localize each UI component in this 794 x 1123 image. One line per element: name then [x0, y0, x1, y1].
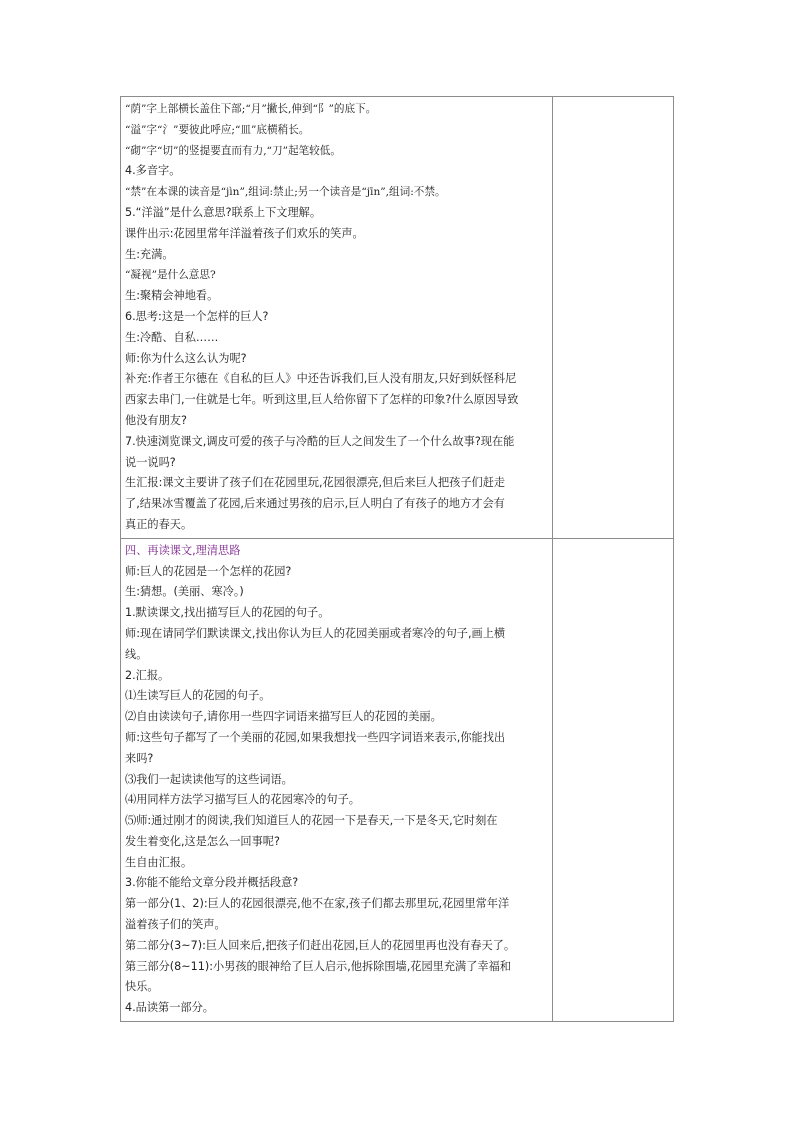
text-line: 生:冷酷、自私……	[125, 330, 219, 344]
text-line: “砌”字“切”的竖提要直而有力,“刀”起笔较低。	[125, 144, 341, 157]
text-line: 溢着孩子们的笑声。	[125, 918, 226, 932]
text-line: 师:巨人的花园是一个怎样的花园?	[125, 564, 292, 578]
table-row	[121, 97, 674, 539]
text-line: 线。	[125, 647, 148, 661]
text-line: 1.默读课文,找出描写巨人的花园的句子。	[125, 606, 330, 620]
text-line: “禁”在本课的读音是“jìn”,组词:禁止;另一个读音是“jīn”,组词:不禁。	[125, 186, 446, 199]
text-line: ⑴生读写巨人的花园的句子。	[125, 689, 271, 703]
lesson-plan-table	[120, 96, 674, 1022]
text-line: 2.汇报。	[125, 668, 170, 682]
text-line: 补充:作者王尔德在《自私的巨人》中还告诉我们,巨人没有朋友,只好到妖怪科尼	[125, 372, 517, 386]
text-line: 西家去串门,一住就是七年。听到这里,巨人给你留下了怎样的印象?什么原因导致	[125, 393, 519, 407]
text-line: 4.多音字。	[125, 164, 181, 178]
text-line: 生:聚精会神地看。	[125, 289, 219, 303]
text-line: 第三部分(8~11):小男孩的眼神给了巨人启示,他拆除围墙,花园里充满了幸福和	[125, 959, 511, 973]
text-line: 生汇报:课文主要讲了孩子们在花园里玩,花园很漂亮,但后来巨人把孩子们赶走	[125, 476, 506, 490]
text-line: 4.品读第一部分。	[125, 1001, 214, 1015]
text-line: ⑵自由读读句子,请你用一些四字词语来描写巨人的花园的美丽。	[125, 710, 442, 724]
text-line: 快乐。	[125, 980, 159, 994]
text-line: “溢”字“氵”要彼此呼应;“皿”底横稍长。	[125, 123, 310, 136]
lesson-content-cell	[121, 97, 553, 539]
text-line: 课件出示:花园里常年洋溢着孩子们欢乐的笑声。	[125, 226, 364, 240]
text-line: 说一说吗?	[125, 455, 176, 469]
lesson-content-cell	[121, 538, 553, 1021]
text-line: 真正的春天。	[125, 517, 193, 531]
text-line: 师:这些句子都写了一个美丽的花园,如果我想找一些四字词语来表示,你能找出	[125, 730, 506, 744]
notes-cell	[553, 538, 674, 1021]
text-line: 生:猜想。(美丽、寒冷。)	[125, 585, 244, 599]
section-heading: 四、再读课文,理清思路	[125, 543, 241, 557]
text-line: 了,结果冰雪覆盖了花园,后来通过男孩的启示,巨人明白了有孩子的地方才会有	[125, 497, 505, 511]
text-line: ⑷用同样方法学习描写巨人的花园寒冷的句子。	[125, 793, 360, 807]
text-line: 生:充满。	[125, 247, 174, 261]
text-line: 第一部分(1、2):巨人的花园很漂亮,他不在家,孩子们都去那里玩,花园里常年洋	[125, 897, 510, 911]
text-line: 师:现在请同学们默读课文,找出你认为巨人的花园美丽或者寒冷的句子,画上横	[125, 626, 506, 640]
text-line: 3.你能不能给文章分段并概括段意?	[125, 876, 299, 890]
text-line: 5.“洋溢”是什么意思?联系上下文理解。	[125, 205, 322, 219]
section-reread-text	[121, 539, 552, 1021]
text-line: 6.思考:这是一个怎样的巨人?	[125, 309, 269, 323]
notes-cell	[553, 97, 674, 539]
text-line: 他没有朋友?	[125, 413, 187, 427]
text-line: 7.快速浏览课文,调皮可爱的孩子与冷酷的巨人之间发生了一个什么故事?现在能	[125, 434, 515, 448]
text-line: ⑶我们一起读读他写的这些词语。	[125, 772, 293, 786]
section-vocabulary-and-reading	[121, 97, 552, 538]
table-row	[121, 538, 674, 1021]
text-line: 生自由汇报。	[125, 855, 193, 869]
text-line: 师:你为什么这么认为呢?	[125, 351, 247, 365]
text-line: ⑸师:通过刚才的阅读,我们知道巨人的花园一下是春天,一下是冬天,它时刻在	[125, 814, 498, 828]
text-line: 发生着变化,这是怎么一回事呢?	[125, 834, 280, 848]
text-line: 第二部分(3~7):巨人回来后,把孩子们赶出花园,巨人的花园里再也没有春天了。	[125, 938, 516, 952]
text-line: 来吗?	[125, 751, 154, 765]
text-line: “凝视”是什么意思?	[125, 269, 216, 282]
text-line: “荫”字上部横长盖住下部;“月”撇长,伸到“阝”的底下。	[125, 103, 377, 115]
